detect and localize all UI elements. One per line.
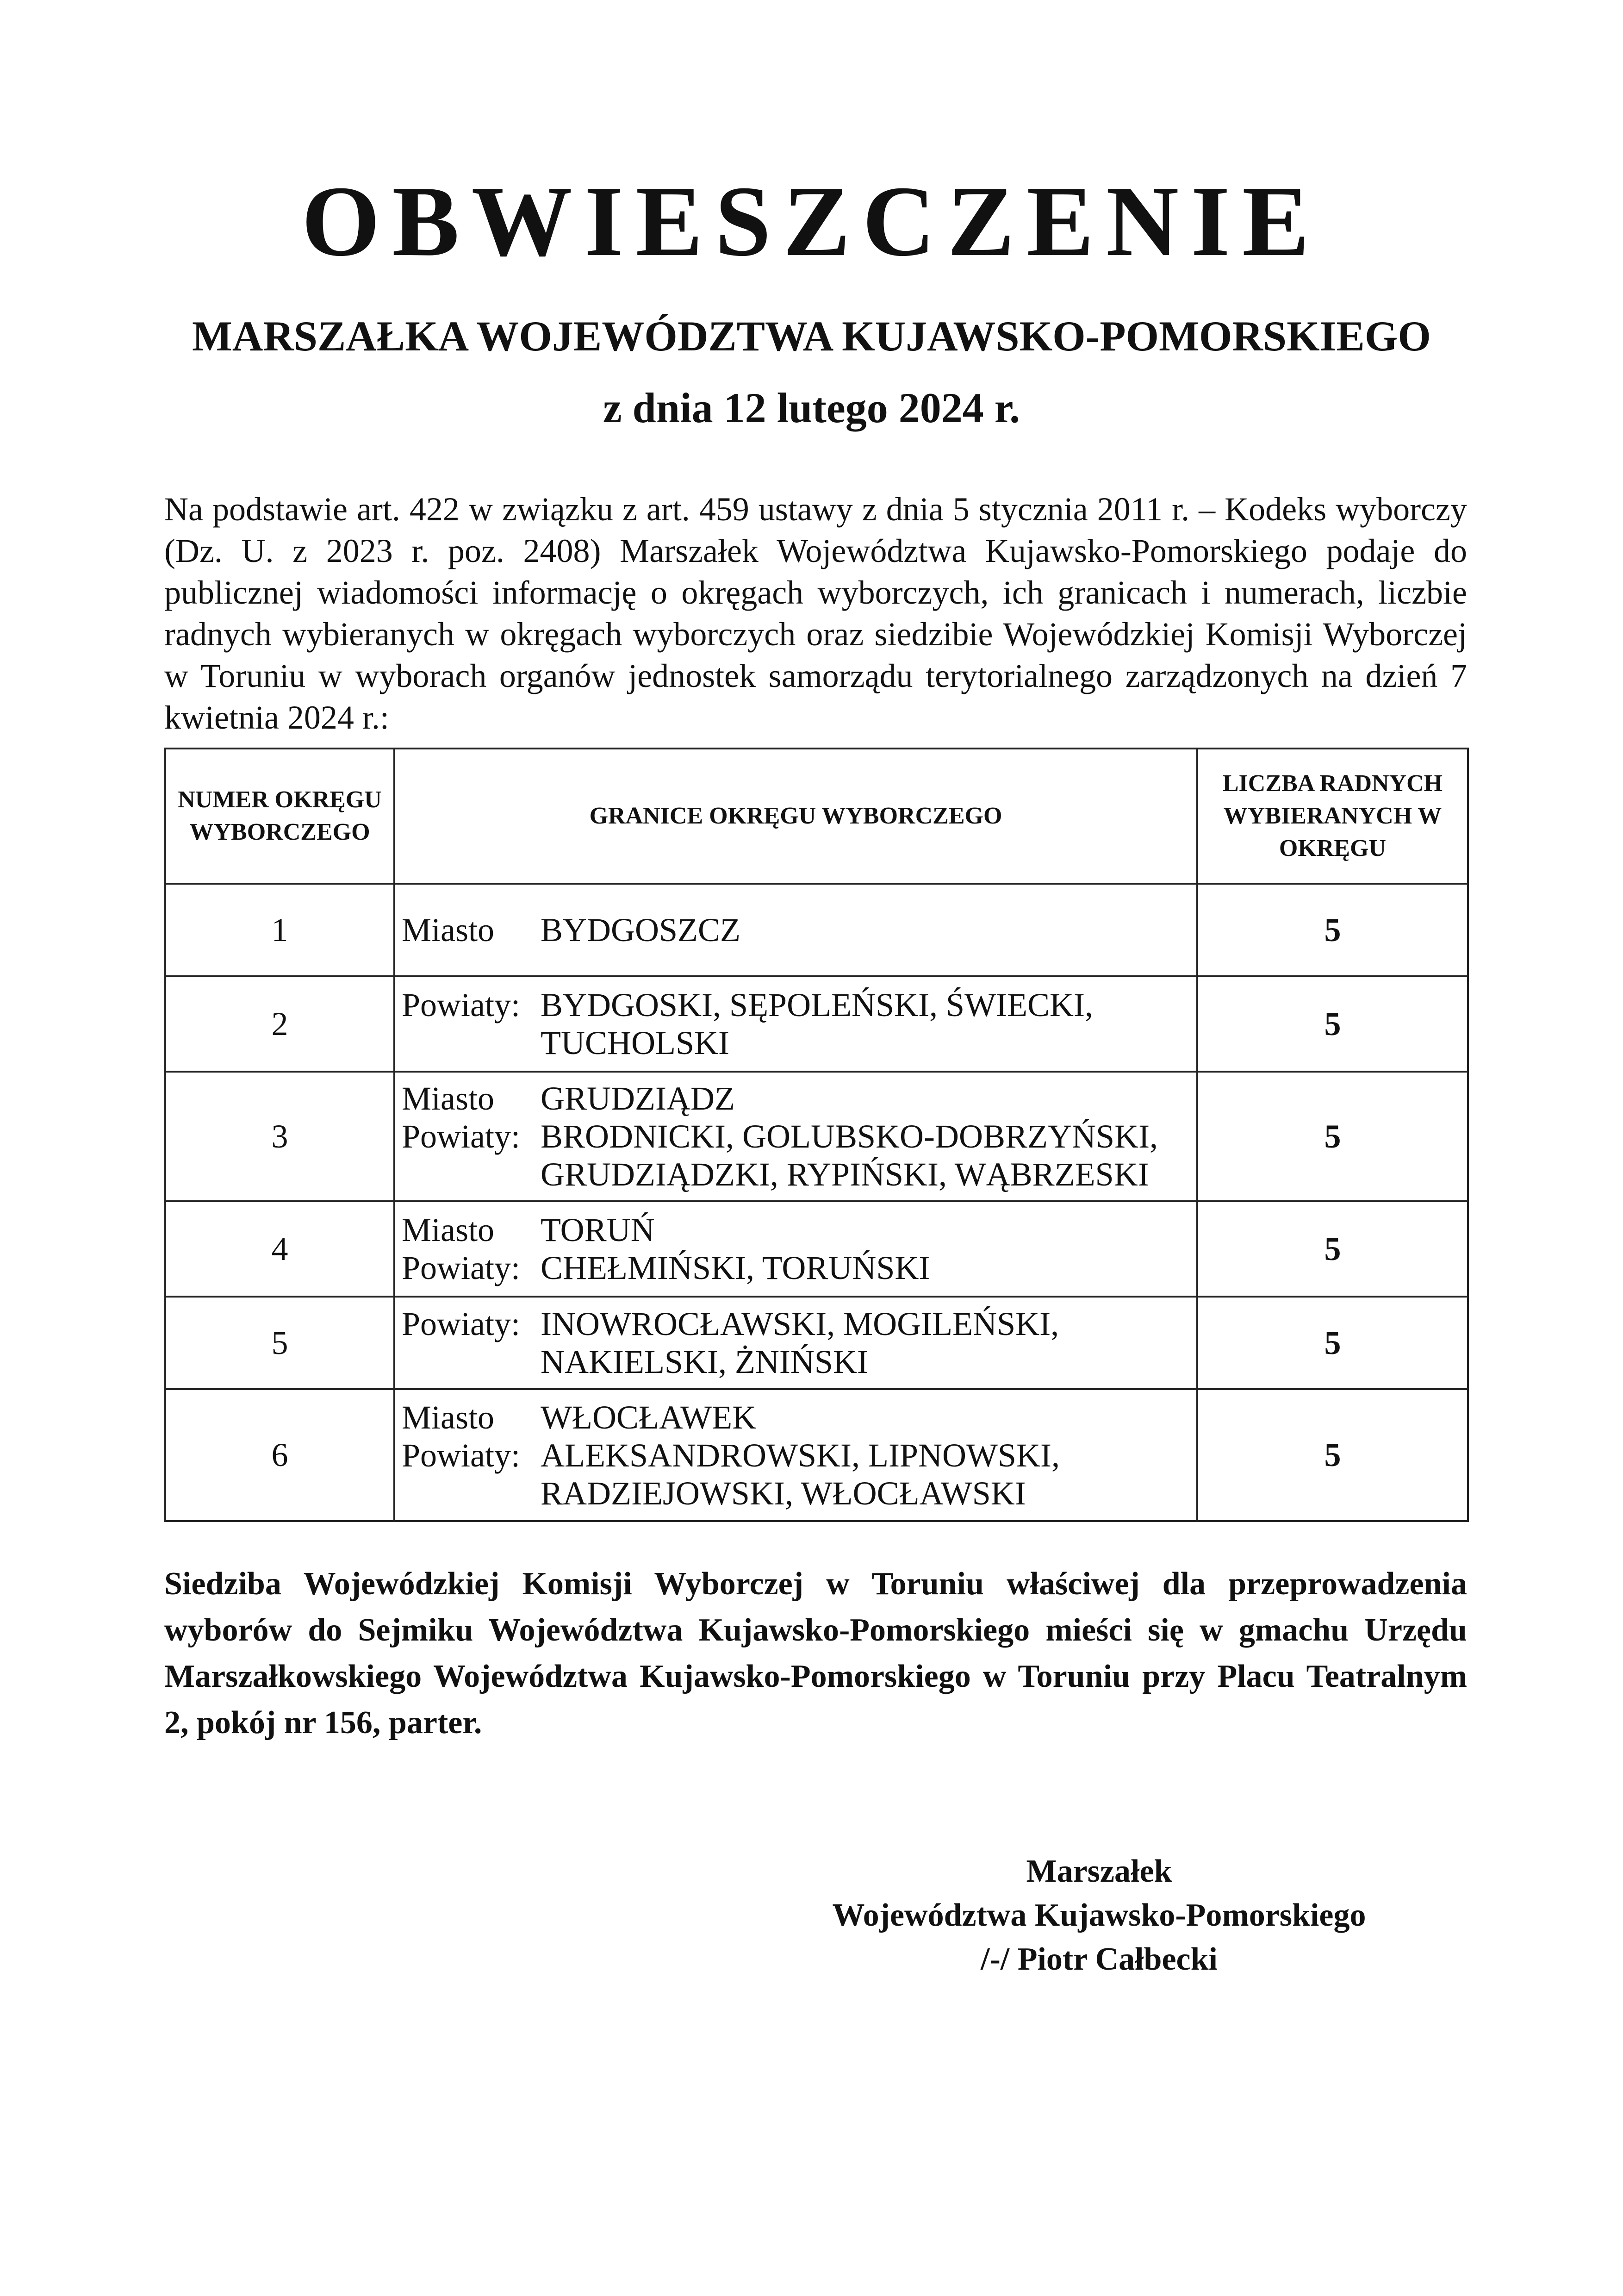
district-number: 3 xyxy=(165,1072,394,1201)
councillor-count: 5 xyxy=(1197,1297,1468,1389)
bounds-label: Miasto xyxy=(402,1398,495,1436)
bounds-value: ALEKSANDROWSKI, LIPNOWSKI, xyxy=(541,1436,1060,1474)
signature-name: /-/ Piotr Całbecki xyxy=(981,1941,1218,1977)
header-councillor-count: LICZBA RADNYCH WYBIERANYCH W OKRĘGU xyxy=(1197,749,1468,884)
district-number: 1 xyxy=(165,884,394,976)
bounds-value: BRODNICKI, GOLUBSKO-DOBRZYŃSKI, xyxy=(541,1118,1158,1155)
table-row xyxy=(165,976,1468,1072)
table-header-row xyxy=(165,749,1468,884)
district-bounds xyxy=(394,1297,1197,1389)
bounds-label: Powiaty: xyxy=(402,1118,521,1155)
commission-seat-paragraph: Siedziba Wojewódzkiej Komisji Wyborczej w Toruniu właściwej dla przeprowadzenia wyborów do Sejmiku Województwa Kujawsko-Pomorskiego mieści się w gmachu Urzędu Marszałkowskiego Województwa Kujawsko-Pomorskiego w Toruniu przy Placu Teatralnym 2, pokój nr 156, parter. xyxy=(164,1566,1467,1741)
header-district-number: NUMER OKRĘGU WYBORCZEGO xyxy=(165,749,394,884)
bounds-value: TORUŃ xyxy=(541,1211,655,1248)
table-row xyxy=(165,1297,1468,1389)
district-number: 5 xyxy=(165,1297,394,1389)
bounds-label: Powiaty: xyxy=(402,1249,521,1286)
councillor-count: 5 xyxy=(1197,884,1468,976)
bounds-label: Miasto xyxy=(402,911,495,948)
bounds-value: RADZIEJOWSKI, WŁOCŁAWSKI xyxy=(541,1474,1026,1512)
district-bounds xyxy=(394,1389,1197,1521)
table-row xyxy=(165,1201,1468,1297)
bounds-label: Powiaty: xyxy=(402,1305,521,1342)
bounds-value: BYDGOSKI, SĘPOLEŃSKI, ŚWIECKI, xyxy=(541,986,1094,1023)
bounds-label xyxy=(395,1474,541,1512)
councillor-count: 5 xyxy=(1197,976,1468,1072)
district-bounds xyxy=(394,1072,1197,1201)
table-row xyxy=(165,1389,1468,1521)
bounds-value: TUCHOLSKI xyxy=(541,1024,729,1061)
bounds-value: GRUDZIĄDZ xyxy=(541,1080,735,1117)
district-number: 2 xyxy=(165,976,394,1072)
intro-paragraph: Na podstawie art. 422 w związku z art. 459 ustawy z dnia 5 stycznia 2011 r. – Kodeks wyborczy (Dz. U. z 2023 r. poz. 2408) Marszałek Województwa Kujawsko-Pomorskiego podaje do publicznej wiadomości informację o okręgach wyborczych, ich granicach i numerach, liczbie radnych wybieranych w okręgach wyborczych oraz siedzibie Wojewódzkiej Komisji Wyborczej w Toruniu w wyborach organów jednostek samorządu terytorialnego zarządzonych na dzień 7 kwietnia 2024 r.: xyxy=(164,491,1467,736)
bounds-value: INOWROCŁAWSKI, MOGILEŃSKI, xyxy=(541,1305,1059,1342)
bounds-value: BYDGOSZCZ xyxy=(541,911,741,948)
district-number: 6 xyxy=(165,1389,394,1521)
signature-role: Marszałek xyxy=(1026,1853,1172,1889)
table-row xyxy=(165,1072,1468,1201)
councillor-count: 5 xyxy=(1197,1201,1468,1297)
bounds-value: NAKIELSKI, ŻNIŃSKI xyxy=(541,1343,868,1380)
document-date: z dnia 12 lutego 2024 r. xyxy=(603,384,1020,431)
district-bounds xyxy=(394,976,1197,1072)
document-title: OBWIESZCZENIE xyxy=(301,166,1322,277)
district-number: 4 xyxy=(165,1201,394,1297)
bounds-label: Powiaty: xyxy=(402,986,521,1023)
councillor-count: 5 xyxy=(1197,1389,1468,1521)
bounds-label: Miasto xyxy=(402,1080,495,1117)
bounds-value: CHEŁMIŃSKI, TORUŃSKI xyxy=(541,1249,930,1286)
bounds-value: WŁOCŁAWEK xyxy=(541,1398,757,1436)
bounds-label: Miasto xyxy=(402,1211,495,1248)
signature-block xyxy=(759,1849,1439,1981)
bounds-label xyxy=(395,1343,541,1381)
bounds-label xyxy=(395,1155,541,1193)
bounds-label xyxy=(395,1024,541,1062)
header-district-bounds: GRANICE OKRĘGU WYBORCZEGO xyxy=(394,749,1197,884)
councillor-count: 5 xyxy=(1197,1072,1468,1201)
table-row xyxy=(165,884,1468,976)
signature-office: Województwa Kujawsko-Pomorskiego xyxy=(832,1897,1366,1933)
bounds-label: Powiaty: xyxy=(402,1436,521,1474)
document-subtitle: MARSZAŁKA WOJEWÓDZTWA KUJAWSKO-POMORSKIEGO xyxy=(192,312,1431,360)
district-bounds xyxy=(394,1201,1197,1297)
bounds-value: GRUDZIĄDZKI, RYPIŃSKI, WĄBRZESKI xyxy=(541,1156,1149,1193)
districts-table xyxy=(164,748,1469,1522)
district-bounds xyxy=(394,884,1197,976)
